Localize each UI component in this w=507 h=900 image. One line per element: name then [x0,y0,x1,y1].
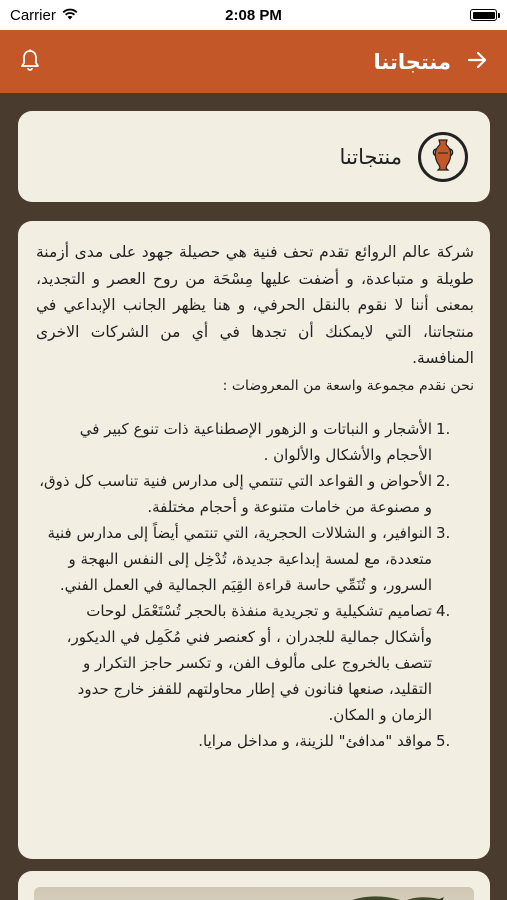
page-title: منتجاتنا [373,49,451,74]
list-item-number: 1. [436,419,451,438]
carrier-label: Carrier [10,6,56,24]
offerings-lead: نحن نقدم مجموعة واسعة من المعروضات : [222,377,474,394]
list-item-text: الأشجار و النباتات و الزهور الإصطناعية ذات تنوع كبير في الأحجام والأشكال والألوان . [79,419,432,464]
list-item-number: 2. [436,471,451,490]
list-item-text: الأحواض و القواعد التي تنتمي إلى مدارس فنية تناسب كل ذوق، و مصنوعة من خامات متنوعة و أحجام مختلفة. [39,471,432,516]
products-description-card [18,221,490,859]
status-left [10,7,78,24]
header-card-title: منتجاتنا [339,144,402,169]
battery-icon [470,9,497,21]
bell-button[interactable] [16,48,44,76]
header-card [18,111,490,202]
list-item [36,598,474,728]
intro-paragraph: شركة عالم الروائع تقدم تحف فنية هي حصيلة جهود على مدى أزمنة طويلة و متباعدة، و أضفت عليها مِسْحَة من روح العصر و التجديد، بمعنى أننا لا نقوم بالنقل الحرفي، و هنا يظهر الجانب الإبداعي في منتجاتنا، التي لايمكنك أن تجدها في أي من الشركات الاخرى المنافسة. [36,243,474,367]
list-item-text: تصاميم تشكيلية و تجريدية منفذة بالحجر تُسْتَعْمَل لوحات وأشكال جمالية للجدران ، أو كعنصر فني مُكَمِل في الديكور، تتصف بالخروج على مألوف الفن، و تكسر حاجز التكرار و التقليد، صنعها فنانون في إطار محاولتهم للقفز خارج حدود الزمان و المكان. [66,601,432,724]
product-image [34,887,474,900]
product-image-card[interactable] [18,871,490,900]
nav-right [373,48,491,76]
list-item-number: 3. [436,523,451,542]
list-item [36,728,474,754]
status-time: 2:08 PM [225,6,282,24]
list-item-text: النوافير، و الشلالات الحجرية، التي تنتمي أيضاً إلى مدارس فنية متعددة، مع لمسة إبداعية جديدة، تُدْخِل إلى النفس البهجة و السرور، و تُنَمِّي حاسة قراءة القِيَم الجمالية في العمل الفني. [47,523,432,594]
amphora-icon [430,138,456,176]
list-item [36,520,474,598]
arrow-right-icon [467,51,487,73]
bell-icon [20,49,40,75]
wifi-icon [62,7,78,24]
nav-bar [0,30,507,93]
back-button[interactable] [463,48,491,76]
logo [418,132,468,182]
battery-fill [473,12,495,19]
list-item-text: مواقد "مدافئ" للزينة، و مداخل مرايا. [198,731,432,750]
list-item-number: 4. [436,601,451,620]
status-bar [0,0,507,30]
list-item [36,468,474,520]
list-item-number: 5. [436,731,451,750]
offerings-list [36,416,474,754]
list-item [36,416,474,468]
